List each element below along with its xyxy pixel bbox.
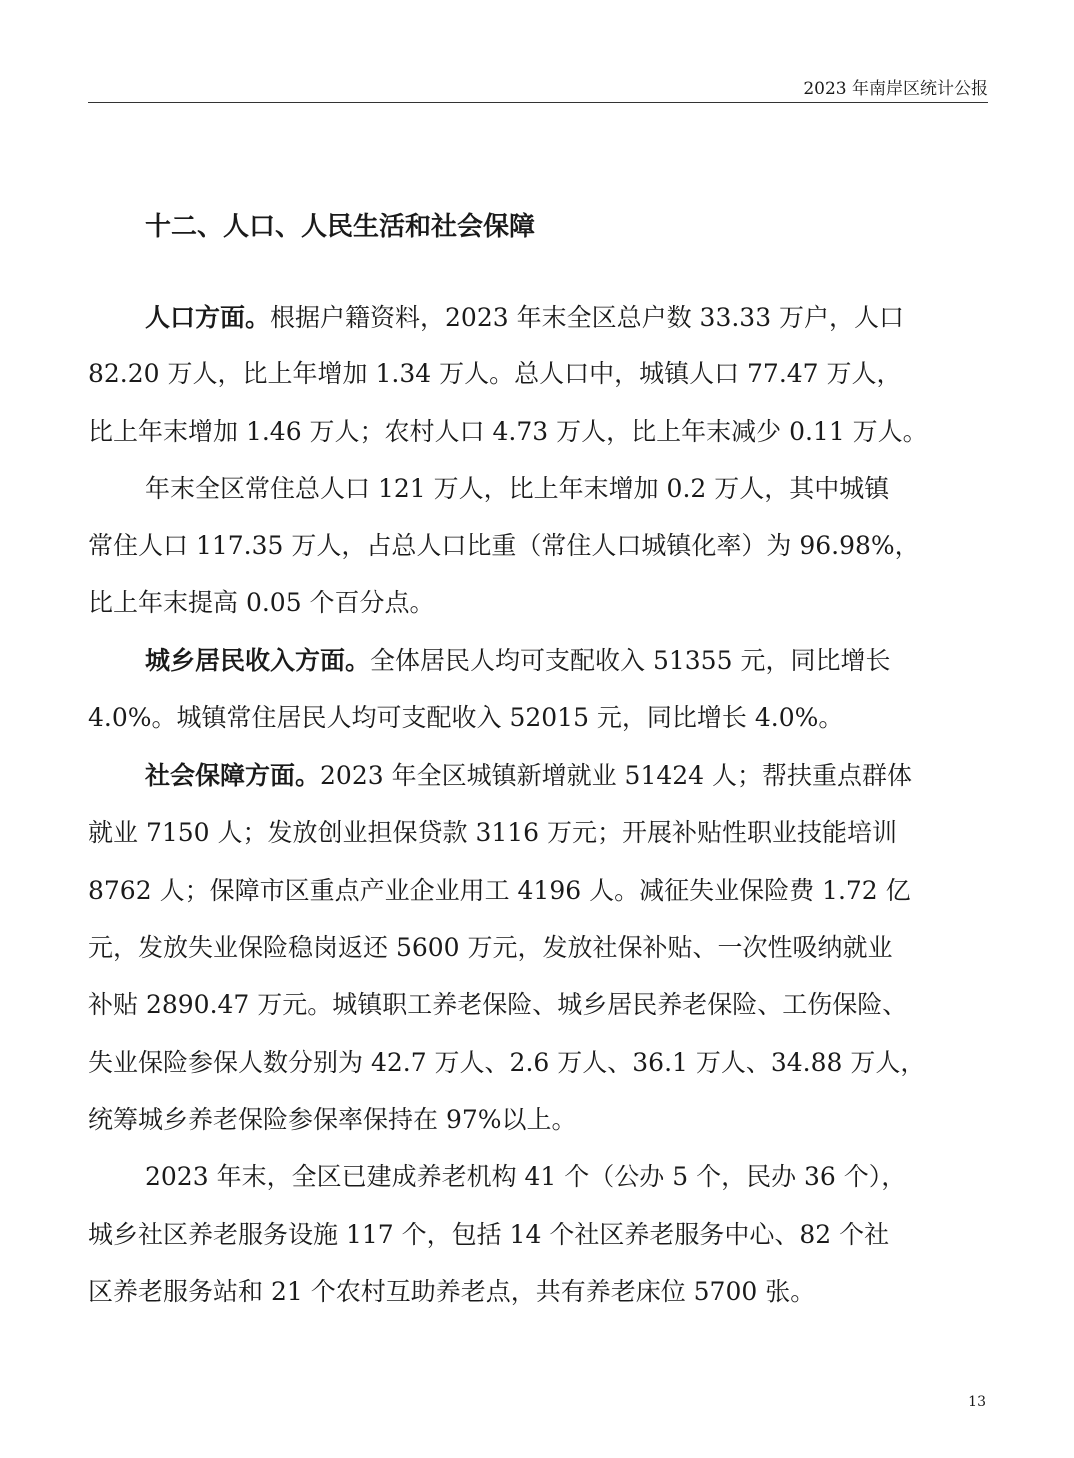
paragraph-social-line-3: 8762 人；保障市区重点产业企业用工 4196 人。减征失业保险费 1.72 亿	[88, 876, 911, 905]
paragraph-social-line-1	[145, 758, 912, 794]
paragraph-resident-line-2: 常住人口 117.35 万人，占总人口比重（常住人口城镇化率）为 96.98%，	[88, 531, 920, 560]
paragraph-population-line-1	[145, 300, 904, 336]
section-heading: 十二、人口、人民生活和社会保障	[145, 212, 536, 242]
paragraph-elderly-line-2: 城乡社区养老服务设施 117 个，包括 14 个社区养老服务中心、82 个社	[88, 1220, 890, 1249]
paragraph-resident-line-3: 比上年末提高 0.05 个百分点。	[88, 588, 435, 617]
paragraph-resident-line-1: 年末全区常住总人口 121 万人，比上年末增加 0.2 万人，其中城镇	[145, 474, 890, 503]
header-divider	[88, 102, 988, 103]
paragraph-population-line-2: 82.20 万人，比上年增加 1.34 万人。总人口中，城镇人口 77.47 万人，	[88, 359, 902, 388]
paragraph-social-line-5: 补贴 2890.47 万元。城镇职工养老保险、城乡居民养老保险、工伤保险、	[88, 990, 908, 1019]
page-number: 13	[968, 1394, 986, 1410]
paragraph-lead-population: 人口方面。	[145, 303, 271, 332]
paragraph-elderly-line-1: 2023 年末，全区已建成养老机构 41 个（公办 5 个，民办 36 个），	[145, 1162, 907, 1191]
paragraph-social-line-4: 元，发放失业保险稳岗返还 5600 万元，发放社保补贴、一次性吸纳就业	[88, 933, 893, 962]
report-header-title: 2023 年南岸区统计公报	[803, 79, 988, 99]
paragraph-elderly-line-3: 区养老服务站和 21 个农村互助养老点，共有养老床位 5700 张。	[88, 1277, 816, 1306]
paragraph-text: 根据户籍资料，2023 年末全区总户数 33.33 万户，人口	[270, 303, 905, 332]
paragraph-lead-social-security: 社会保障方面。	[145, 761, 321, 790]
paragraph-text: 全体居民人均可支配收入 51355 元，同比增长	[370, 646, 891, 675]
paragraph-population-line-3: 比上年末增加 1.46 万人；农村人口 4.73 万人，比上年末减少 0.11 万人。	[88, 417, 928, 446]
paragraph-social-line-6: 失业保险参保人数分别为 42.7 万人、2.6 万人、36.1 万人、34.88 万人，	[88, 1048, 926, 1077]
paragraph-income-line-2: 4.0%。城镇常住居民人均可支配收入 52015 元，同比增长 4.0%。	[88, 703, 844, 732]
paragraph-social-line-2: 就业 7150 人；发放创业担保贷款 3116 万元；开展补贴性职业技能培训	[88, 818, 898, 847]
paragraph-text: 2023 年全区城镇新增就业 51424 人；帮扶重点群体	[320, 761, 913, 790]
paragraph-social-line-7: 统筹城乡养老保险参保率保持在 97%以上。	[88, 1105, 577, 1134]
paragraph-income-line-1	[145, 643, 890, 679]
paragraph-lead-income: 城乡居民收入方面。	[145, 646, 371, 675]
